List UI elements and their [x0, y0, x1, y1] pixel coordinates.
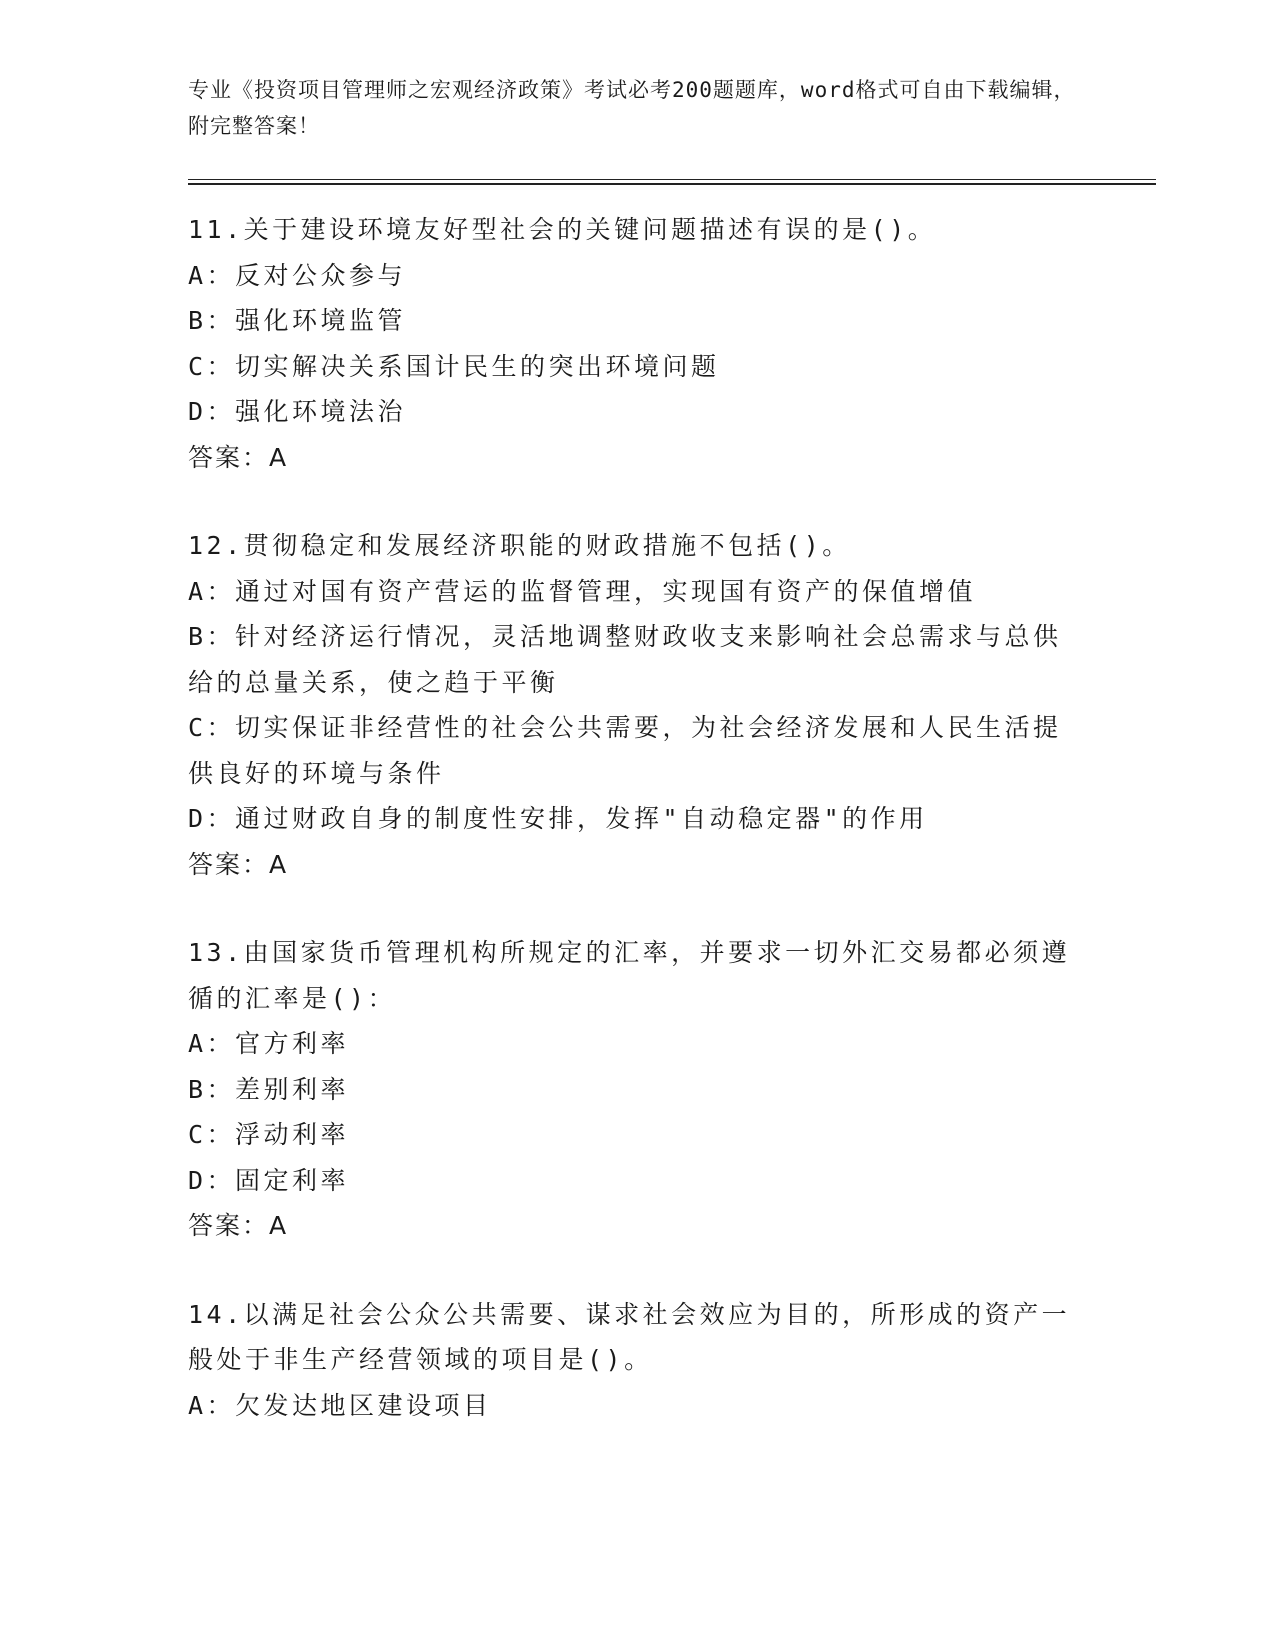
option-a: A：欠发达地区建设项目 — [188, 1390, 492, 1420]
option-d: D：通过财政自身的制度性安排，发挥"自动稳定器"的作用 — [188, 804, 928, 833]
question-stem: 11.关于建设环境友好型社会的关键问题描述有误的是()。 — [188, 215, 937, 244]
header-divider-thin — [188, 179, 1156, 180]
document-header: 专业《投资项目管理师之宏观经济政策》考试必考200题题库，word格式可自由下载编辑，附完整答案！ — [188, 78, 1076, 138]
answer-label: 答案：A — [188, 442, 289, 472]
option-a: A：通过对国有资产营运的监督管理，实现国有资产的保值增值 — [188, 576, 977, 606]
option-d: D：强化环境法治 — [188, 397, 407, 426]
question-stem: 13.由国家货币管理机构所规定的汇率，并要求一切外汇交易都必须遵循的汇率是()： — [188, 938, 1071, 1013]
option-b: B：差别利率 — [188, 1074, 350, 1104]
question-stem: 14.以满足社会公众公共需要、谋求社会效应为目的，所形成的资产一般处于非生产经营领域的项目是()。 — [188, 1299, 1071, 1374]
option-c: C：浮动利率 — [188, 1120, 350, 1149]
question-13 — [188, 930, 1078, 1249]
option-d: D：固定利率 — [188, 1165, 350, 1195]
option-a: A：反对公众参与 — [188, 260, 407, 290]
answer-label: 答案：A — [188, 849, 289, 879]
option-b: B：针对经济运行情况，灵活地调整财政收支来影响社会总需求与总供给的总量关系，使之趋于平衡 — [188, 622, 1062, 697]
answer-label: 答案：A — [188, 1211, 289, 1240]
question-list — [188, 207, 1078, 1471]
question-11 — [188, 207, 1078, 480]
option-b: B：强化环境监管 — [188, 306, 407, 335]
option-c: C：切实保证非经营性的社会公共需要，为社会经济发展和人民生活提供良好的环境与条件 — [188, 713, 1062, 788]
question-stem: 12.贯彻稳定和发展经济职能的财政措施不包括()。 — [188, 531, 851, 560]
option-c: C：切实解决关系国计民生的突出环境问题 — [188, 351, 720, 381]
header-divider-thick — [188, 183, 1156, 185]
question-14 — [188, 1292, 1078, 1429]
question-12 — [188, 523, 1078, 887]
option-a: A：官方利率 — [188, 1029, 350, 1058]
